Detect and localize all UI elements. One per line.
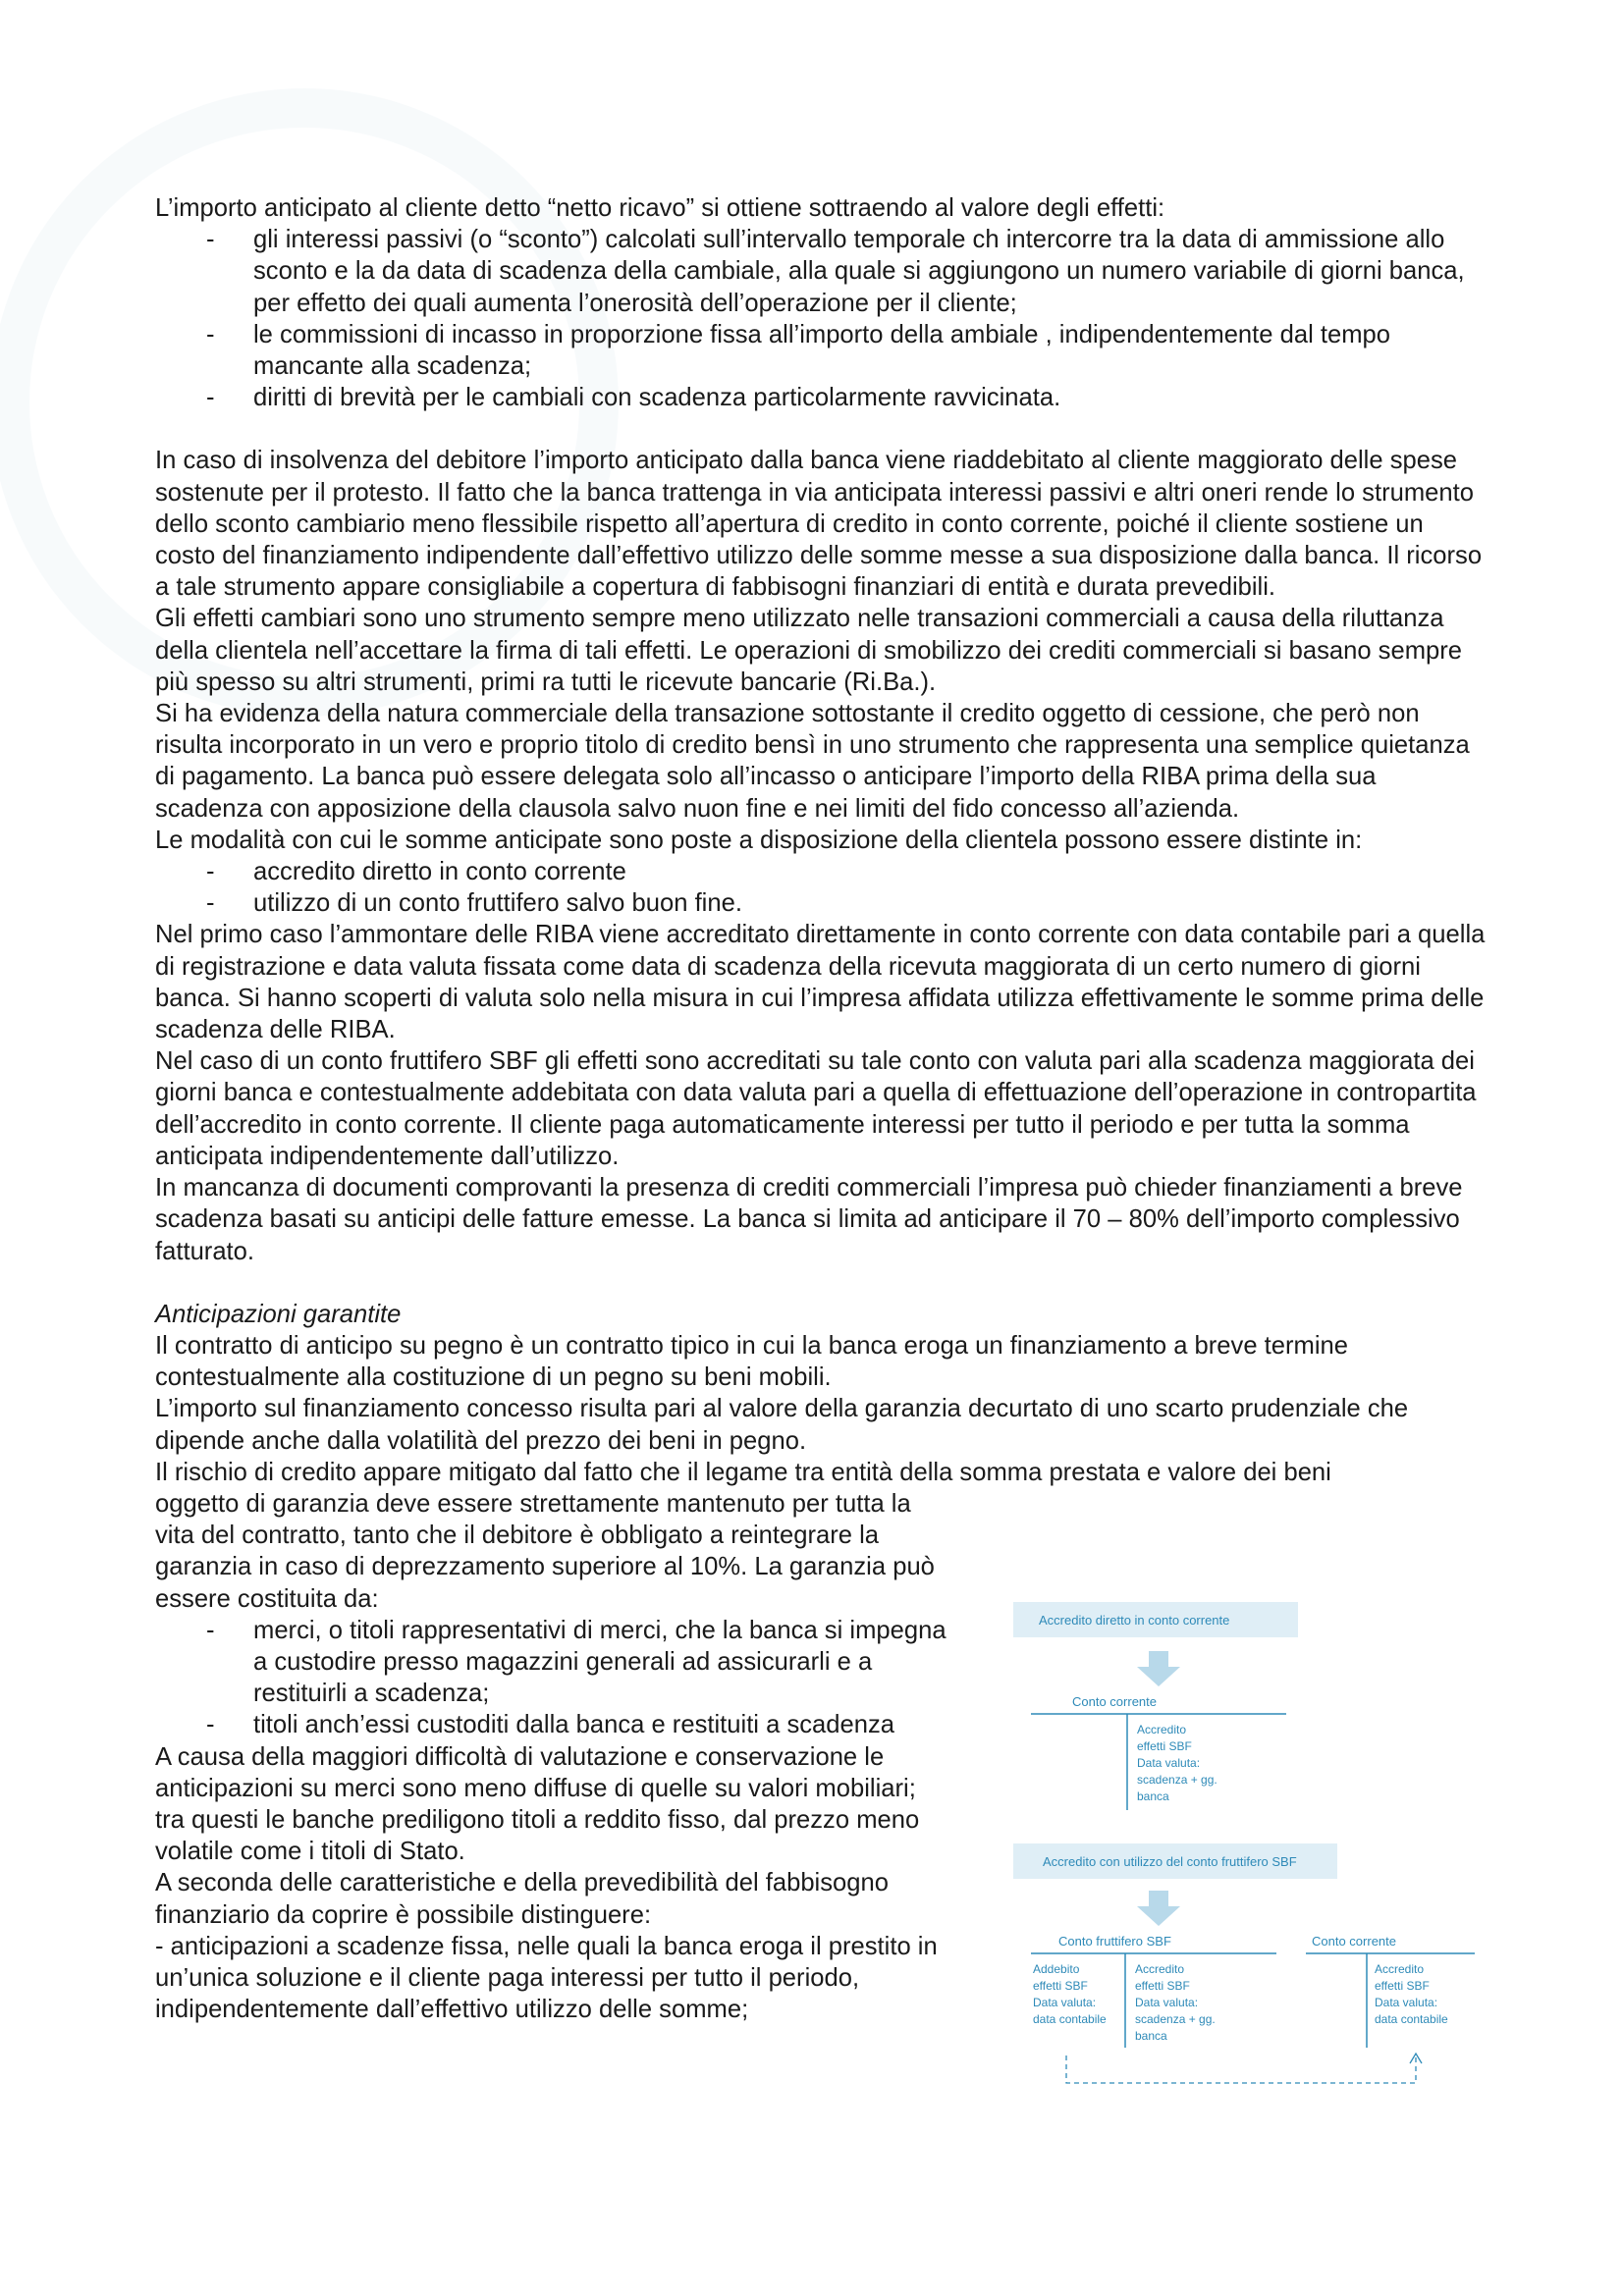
paragraph: Si ha evidenza della natura commerciale della transazione sottostante il credito oggetto di cessione, che però non risulta incorporato in un vero e proprio titolo di credito bensì in uno strumento che rappresenta una semplice quietanza di pagamento. La banca può essere delegata solo all’incasso o anticipare l’importo della RIBA prima della sua scadenza con apposizione della clausola salvo nuon fine e nei limiti del fido concesso all’azienda. xyxy=(155,700,1470,823)
paragraph: L’importo sul finanziamento concesso risulta pari al valore della garanzia decurtato di uno scarto prudenziale che dipende anche dalla volatilità del prezzo dei beni in pegno. xyxy=(155,1395,1409,1455)
account-title: Conto corrente xyxy=(1312,1934,1396,1949)
narrow-column xyxy=(155,1488,948,2025)
list-deductions xyxy=(155,224,1490,413)
account-credit-text: Accredito effetti SBF Data valuta: data contabile xyxy=(1375,1962,1448,2026)
account-title: Conto corrente xyxy=(1072,1694,1157,1709)
paragraph: Nel primo caso l’ammontare delle RIBA viene accreditato direttamente in conto corrente con data contabile pari a quella di registrazione e data valuta fissata come data di scadenza della ricevuta maggiorata di un certo numero di giorni banca. Si hanno scoperti di valuta solo nella misura in cui l’impresa affidata utilizza effettivamente le somme prima delle scadenza delle RIBA. xyxy=(155,921,1486,1044)
paragraph: A causa della maggiori difficoltà di valutazione e conservazione le anticipazioni su merci sono meno diffuse di quelle su valori mobiliari; tra questi le banche prediligono titoli a reddito fisso, dal prezzo meno volatile come i titoli di Stato. xyxy=(155,1742,920,1866)
list-item: - utilizzo di un conto fruttifero salvo buon fine. xyxy=(206,889,742,918)
paragraph: Il rischio di credito appare mitigato dal fatto che il legame tra entità della somma prestata e valore dei beni xyxy=(155,1458,1331,1486)
account-credit-text: Accredito effetti SBF Data valuta: scadenza + gg. banca xyxy=(1137,1723,1217,1803)
paragraph: Le modalità con cui le somme anticipate sono poste a disposizione della clientela possono essere distinte in: xyxy=(155,826,1363,854)
diagram-box-sbf-title: Accredito con utilizzo del conto fruttifero SBF xyxy=(1043,1854,1297,1869)
paragraph: In mancanza di documenti comprovanti la presenza di crediti commerciali l’impresa può chieder finanziamenti a breve scadenza basati su anticipi delle fatture emesse. La banca si limita ad anticipare il 70 – 80% dell’importo complessivo fatturato. xyxy=(155,1174,1463,1265)
list-guarantees xyxy=(155,1615,948,1741)
down-arrow-icon xyxy=(1137,1891,1180,1926)
paragraph: - anticipazioni a scadenze fissa, nelle quali la banca eroga il prestito in un’unica soluzione e il cliente paga interessi per tutto il periodo, indipendentemente dall’effettivo utilizzo delle somme; xyxy=(155,1932,938,2024)
list-item: - gli interessi passivi (o “sconto”) calcolati sull’intervallo temporale ch intercorre tra la data di ammissione allo sconto e la da data di scadenza della cambiale, alla quale si aggiungono un numero variabile di giorni banca, per effetto dei quali aumenta l’onerosità dell’operazione per il cliente; xyxy=(206,226,1465,317)
account-credit-text: Accredito effetti SBF Data valuta: scadenza + gg. banca xyxy=(1135,1962,1216,2043)
diagram-box-direct-title: Accredito diretto in conto corrente xyxy=(1039,1613,1230,1628)
down-arrow-icon xyxy=(1137,1651,1180,1686)
paragraph: Il contratto di anticipo su pegno è un contratto tipico in cui la banca eroga un finanziamento a breve termine contestualmente alla costituzione di un pegno su beni mobili. xyxy=(155,1331,1349,1392)
paragraph: Nel caso di un conto fruttifero SBF gli effetti sono accreditati su tale conto con valuta pari alla scadenza maggiorata dei giorni banca e contestualmente addebitata con data valuta pari a quella di effettuazione dell’operazione in contropartita dell’accredito in conto corrente. Il cliente paga automaticamente interessi per tutto il periodo e per tutta la somma anticipata indipendentemente dall’utilizzo. xyxy=(155,1047,1477,1170)
list-item: - le commissioni di incasso in proporzione fissa all’importo della ambiale , indipendentemente dal tempo mancante alla scadenza; xyxy=(206,320,1391,381)
paragraph: In caso di insolvenza del debitore l’importo anticipato dalla banca viene riaddebitato al cliente maggiorato delle spese sostenute per il protesto. Il fatto che la banca trattenga in via anticipata interessi passivi e altri oneri rende lo strumento dello sconto cambiario meno flessibile rispetto all’apertura di credito in conto corrente, poiché il cliente sostiene un costo del finanziamento indipendente dall’effettivo utilizzo delle somme messe a sua disposizione dalla banca. Il ricorso a tale strumento appare consigliabile a copertura di fabbisogni finanziari di entità e durata prevedibili. xyxy=(155,447,1483,602)
list-modalities xyxy=(155,856,1490,919)
sbf-diagram xyxy=(1011,1602,1502,2112)
list-item: - merci, o titoli rappresentativi di merci, che la banca si impegna a custodire presso magazzini generali ad assicurarli e a restituirli a scadenza; xyxy=(206,1616,947,1708)
list-item: - accredito diretto in conto corrente xyxy=(206,858,626,886)
spacer xyxy=(155,413,1490,445)
dashed-connector xyxy=(1066,2056,1416,2083)
account-title: Conto fruttifero SBF xyxy=(1058,1934,1171,1949)
paragraph: A seconda delle caratteristiche e della prevedibilità del fabbisogno finanziario da coprire è possibile distinguere: xyxy=(155,1869,889,1929)
list-item: - titoli anch’essi custoditi dalla banca e restituiti a scadenza xyxy=(206,1711,895,1739)
paragraph: Gli effetti cambiari sono uno strumento sempre meno utilizzato nelle transazioni commerciali a causa della riluttanza della clientela nell’accettare la firma di tali effetti. Le operazioni di smobilizzo dei crediti commerciali si basano sempre più spesso su altri strumenti, primi ra tutti le ricevute bancarie (Ri.Ba.). xyxy=(155,605,1463,696)
account-debit-text: Addebito effetti SBF Data valuta: data contabile xyxy=(1033,1962,1107,2026)
list-item: - diritti di brevità per le cambiali con scadenza particolarmente ravvicinata. xyxy=(206,384,1061,412)
spacer xyxy=(155,1267,1490,1299)
paragraph: oggetto di garanzia deve essere strettamente mantenuto per tutta la vita del contratto, tanto che il debitore è obbligato a reintegrare la garanzia in caso di deprezzamento superiore al 10%. La garanzia può essere costituita da: xyxy=(155,1489,935,1613)
section-heading: Anticipazioni garantite xyxy=(155,1300,402,1328)
intro-paragraph: L’importo anticipato al cliente detto “netto ricavo” si ottiene sottraendo al valore degli effetti: xyxy=(155,194,1165,222)
